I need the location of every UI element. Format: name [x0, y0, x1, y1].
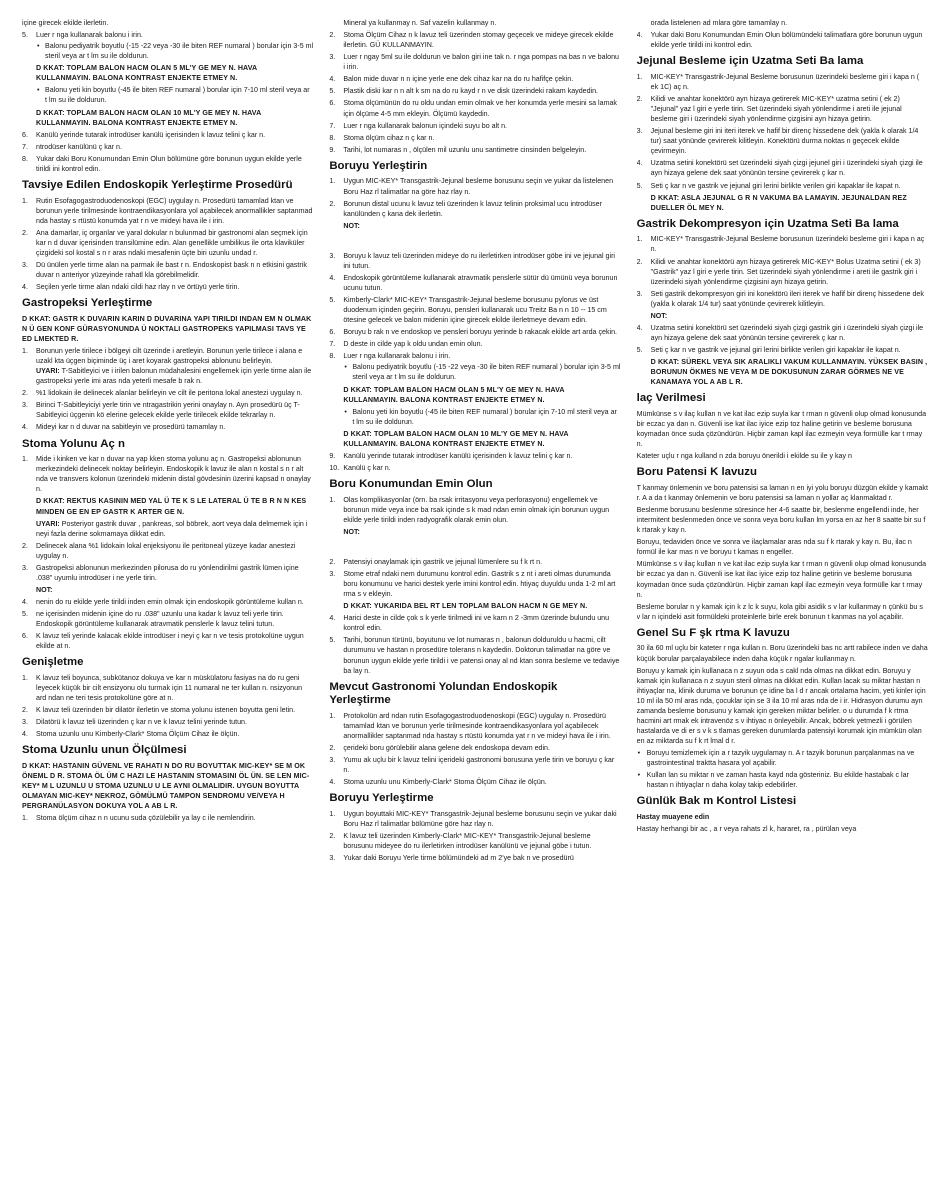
section-heading: Stoma Uzunlu unun Ölçülmesi [22, 744, 187, 757]
numbered-list [22, 196, 313, 293]
list-item: 7. Luer r nga kullanarak balonun içindeki suyu bo alt n. [329, 121, 507, 130]
section-heading: Jejunal Besleme için Uzatma Seti Ba lama [636, 55, 864, 68]
section-heading: Günlük Bak m Kontrol Listesi [636, 795, 797, 808]
paragraph: Boruyu, tedaviden önce ve sonra ve ilaçlamalar aras nda su f k rtarak y kay n. Bu, ilac n formül ile kar mas n ve boruyu t kamas n engeller. [636, 538, 912, 557]
bullet-item: • Kullan lan su miktar n ve zaman hasta kayd nda gösteriniz. Bu ekilde hastabak c lar hastan n ihtiyaçlar n daha kolay takip edebilirler. [637, 770, 928, 790]
list-item: 1. Uygun boyuttaki MIC-KEY* Transgastrik-Jejunal besleme borusunu seçin ve yukar daki Boru Haz rl talimatlar bölümüne göre haz rlay n. [329, 810, 617, 829]
list-item: 3. Dilatörü k lavuz teli üzerinden ç kar n ve k lavuz telini yerinde tutun. [22, 718, 247, 727]
list-item: 2. K lavuz teli üzerinden Kimberly-Clark* MIC-KEY* Transgastrik-Jejunal besleme borusunu mideyee do ru ilerletirken introdüser kanülünü ve jejunal göbe i tutun. [329, 832, 592, 851]
numbered-list [637, 234, 928, 387]
list-item: 5. Kimberly-Clark* MIC-KEY* Transgastrik-Jejunal besleme borusunu pylorus ve üst duodenum içinden geçirin. Boruyu, pensleri kullanarak ucu Treitz Ba n n 10 -- 15 cm ötesine gelecek ve balon midenin içine girecek ekilde ilerletmeye devam edin. [329, 296, 607, 325]
list-item: 1. MIC-KEY* Transgastrik-Jejunal Besleme borusunun üzerindeki besleme giri i kapa n aç n. [636, 235, 925, 254]
warning-text: D KKAT: TOPLAM BALON HACM OLAN 10 ML'Y GE MEY N. HAVA KULLANMAYIN. BALONA KONTRAST ENJEKTE ETMEY N. [36, 108, 262, 127]
list-item: 4. Stoma uzunlu unu Kimberly-Clark* Stoma Ölçüm Cihaz ile ölçün. [22, 730, 240, 739]
list-item: 1. Uygun MIC-KEY* Transgastrik-Jejunal besleme borusunu seçin ve yukar da listelenen Boru Haz rl talimatlar na göre haz rlay n. [329, 177, 614, 196]
bullet-item: • Balonu yeti kin boyutlu (-45 ile biten REF numaral ) borular için 7-10 ml steril veya ar t lm su ile doldurun. [36, 85, 313, 105]
list-item: 8. Luer r nga kullanarak balonu i irin. • Balonu pediyatrik boyutlu (-15 -22 veya -30 ile biten REF numaral ) borular için 3-5 ml steril veya ar t lm su ile doldurun. D KKAT: TOPLAM BALON HACM OLAN 5 ML'Y GE MEY N. HAVA KULLANMAYIN. BALONA KONTRAST ENJEKTE ETMEY N. • Balonu yeti kin boyutlu (-45 ile biten REF numaral ) borular için 7-10 ml steril veya ar t lm su ile doldurun. D KKAT: TOPLAM BALON HACM OLAN 10 ML'Y GE MEY N. HAVA KULLANMAYIN. BALONA KONTRAST ENJEKTE ETMEY N. [329, 351, 620, 449]
list-item: 1. Olas komplikasyonlar (örn. ba rsak irritasyonu veya perforasyonu) engellemek ve borunun mide veya ince ba rsak içinde s k mad ndan emin olmak için borunun uygun ekilde yerle tirildi inden radyografik olarak emin olun. NOT: [329, 495, 620, 555]
numbered-list [637, 30, 928, 50]
numbered-list [22, 30, 313, 174]
list-item: 1. Protokolün ard ndan rutin Esofagogastroduodenoskopi (EGC) uygulay n. Prosedürü tamamlad ktan ve borunun yerle tirilmesinde kontraendikasyonlara yol açabilecek anormallikler saptanmad nda hastay s rtüstü konumda yat r n ve mideyi hava ile i irin. [329, 712, 611, 741]
warning-text: D KKAT: SÜREKL VEYA SIK ARALIKLI VAKUM KULLANMAYIN. YÜKSEK BASIN , BORUNUN ÖKMES NE VEYA M DE DOKUSUNUN ZARAR GÖRMES NE VE KANAMAYA YOL A AB L R. [650, 358, 928, 387]
paragraph: Mümkünse s v ilaç kullan n ve kat ilac ezip suyla kar t rman n güvenli olup olmad konusunda bir eczac ya dan n. Güvenli ise kat ilac iyice ezip toz haline getirin ve besleme borusuna koymadan önce suda çözündürün. Hiçbir zaman kapl ilac ezmeyin veya formülle kar t rmay n. [636, 409, 927, 449]
note-label: NOT: [343, 221, 360, 230]
list-item: 3. Jejunal besleme giri ini iteri iterek ve hafif bir direnç hissedene dek (yakla k olarak 1/4 tur) saat yönünde çevirerek kilitleyin. Konektörü durma noktas n geçecek ekilde çevirmeyin. [636, 127, 919, 156]
note-label: NOT: [36, 585, 53, 594]
list-item: 3. Gastropeksi ablonunun merkezinden pilorusa do ru yönlendirilmi gastrik lümen içine .038" uyumlu introdüser i ne yerle tirin. NOT: [22, 563, 313, 595]
section-heading: Boruyu Yerleştirin [329, 159, 428, 172]
warning-text: D KKAT: ASLA JEJUNAL G R N VAKUMA BA LAMAYIN. JEJUNALDAN REZ DUELLER ÖL MEY N. [650, 193, 907, 212]
bullet-item: • Balonu pediyatrik boyutlu (-15 -22 veya -30 ile biten REF numaral ) borular için 3-5 ml steril veya ar t lm su ile doldurun. [36, 41, 313, 61]
list-item: 2. %1 lidokain ile delinecek alanlar belirleyin ve cilt ile peritona lokal anestezi uygulay n. [22, 389, 303, 398]
list-item: 2. Borunun distal ucunu k lavuz teli üzerinden k lavuz telinin proksimal ucu introdüser kanülünden ç kana dek ilerletin. NOT: [329, 199, 620, 249]
numbered-list [22, 454, 313, 651]
caution-note: UYARI: T-Sabitleyici ve i irilen balonun müdahalesini engellemek için yerle tirme alan ile gastropeksi yerle imi aras nda yeterli mesafe b rak n. [36, 367, 312, 386]
list-item: 3. Stome etraf ndaki nem durumunu kontrol edin. Gastrik s z nt i areti olmas durumunda boru konumunu ve harici destek yerle imini kontrol edin. htiyaç duyuldu unda 1-2 ml art rma s v ekleyin. D KKAT: YUKARIDA BEL RT LEN TOPLAM BALON HACM N GE MEY N. [329, 569, 620, 611]
numbered-list [329, 495, 620, 676]
list-item: 2. Kilidi ve anahtar konektörü ayn hizaya getirerek MIC-KEY* Bolus Uzatma setini ( ek 3) "Gastrik" yaz l giri e yerle tirin. Set üzerindeki siyah yönlendirme i areti ile gastrik giri i üzerindeki siyah yönlendirme çizgisini ayn hizaya getirin. [636, 257, 921, 286]
paragraph: Kateter uçlu r nga kulland n zda boruyu önerildi i ekilde su ile y kay n [636, 452, 852, 461]
list-item: 4. Uzatma setini konektörü set üzerindeki siyah çizgi jejunel giri i üzerindeki siyah çizgi ile ayn hizaya gelene dek saat yönünün tersine çevirerek ç kar n. [636, 159, 923, 178]
paragraph: orada listelenen ad mlara göre tamamlay n. [650, 19, 788, 27]
numbered-list [637, 72, 928, 213]
section-heading: Mevcut Gastronomi Yolundan Endoskopik Yerleştirme [329, 680, 558, 707]
list-item: 2. çerideki boru görülebilir alana gelene dek endoskopa devam edin. [329, 744, 550, 753]
list-item: 4. Endoskopik görüntüleme kullanarak atravmatik penslerle sütür dü ümünü veya borunun ucunu tutun. [329, 273, 618, 292]
paragraph: Hastay herhangi bir ac , a r veya rahats zl k, hararet, ra , pürülan veya [636, 825, 857, 834]
list-item: 4. Mideyi kar n d duvar na sabitleyin ve prosedürü tamamlay n. [22, 423, 226, 432]
numbered-list [329, 711, 620, 787]
list-item: 4. nenin do ru ekilde yerle tirildi inden emin olmak için endoskopik görüntüleme kullan n. [22, 598, 304, 606]
warning-text: D KKAT: TOPLAM BALON HACM OLAN 5 ML'Y GE MEY N. HAVA KULLANMAYIN. BALONA KONTRAST ENJEKTE ETMEY N. [343, 385, 565, 404]
bullet-item: • Balonu pediyatrik boyutlu (-15 -22 veya -30 ile biten REF numaral ) borular için 3-5 ml steril veya ar t lm su ile doldurun. [343, 362, 620, 382]
list-item: 2. Kilidi ve anahtar konektörü ayn hizaya getirerek MIC-KEY* uzatma setini ( ek 2) "Jejunal" yaz l giri e yerle tirin. Set üzerindeki siyah yönlendirme i areti ile jejunal besleme giri i üzerindeki siyah yönlendirme çizgisini ayn hizaya getirin. [636, 95, 902, 124]
list-item: 6. K lavuz teli yerinde kalacak ekilde introdüser i neyi ç kar n ve tesis protokolüne uygun ekilde at n. [22, 632, 304, 651]
list-item: 10. Kanülü ç kar n. [329, 463, 391, 472]
section-heading: Boruyu Yerleştirme [329, 792, 434, 805]
numbered-list [22, 813, 313, 823]
list-item: 4. Harici deste in cilde çok s k yerle tirilmedi ini ve karn n 2 -3mm üzerinde bulundu unu kontrol edin. [329, 614, 610, 633]
list-item: 2. Ana damarlar, iç organlar ve yaral dokular n bulunmad bir gastronomi alan seçmek için kar n d duvar içerisinden transilümine edin. Alan genellikle umbilikus ile orta klaviküler çizgideki sol kostal s n r aras ndaki mesafenin üçte biri uzunlu undad r. [22, 228, 308, 257]
section-heading: Gastrik Dekompresyon için Uzatma Seti Ba lama [636, 217, 899, 230]
list-item: 4. Seçilen yerle tirme alan ndaki cildi haz rlay n ve örtüyü yerle tirin. [22, 283, 240, 292]
note-label: NOT: [343, 527, 360, 536]
list-item: 3. Dü ünülen yerle tirme alan na parmak ile bast r n. Endoskopist bask n n etkisini gastrik duvar n anteriyor yüzeyinde rahatl kla görebilmelidir. [22, 260, 307, 279]
bullet-item: • Boruyu temizlemek için a r tazyik uygulamay n. A r tazyik borunun parçalanmas na ve gastrointestinal traktta hasara yol açabilir. [637, 748, 928, 768]
column-2 [329, 18, 620, 1182]
section-heading: Boru Patensi K lavuzu [636, 466, 757, 479]
list-item: 4. Uzatma setini konektörü set üzerindeki siyah çizgi gastrik giri i üzerindeki siyah çizgi ile ayn hizaya gelene dek saat yönünün tersine çevirerek ç kar n. [636, 323, 924, 342]
list-item: 2. Delinecek alana %1 lidokain lokal enjeksiyonu ile peritoneal yüzeye kadar anestezi uygulay n. [22, 541, 296, 560]
section-heading: Stoma Yolunu Aç n [22, 437, 125, 450]
list-item: 3. Seti gastrik dekompresyon giri ini konektörü ileri iterek ve hafif bir direnç hissedene dek (yakla k olarak 1/4 tur) saat yönünde çevirerek kilitleyin. NOT: [637, 289, 928, 321]
list-item: 4. Yukar daki Boru Konumundan Emin Olun bölümündeki talimatlara göre borunun uygun ekilde yerle tirildi ini kontrol edin. [636, 31, 923, 50]
list-item: 5. Seti ç kar n ve gastrik ve jejunal giri lerini birlikte verilen giri kapaklar ile kapat n. D KKAT: ASLA JEJUNAL G R N VAKUMA BA LAMAYIN. JEJUNALDAN REZ DUELLER ÖL MEY N. [637, 181, 928, 213]
numbered-list [329, 176, 620, 473]
list-item: 3. Boruyu k lavuz teli üzerinden mideye do ru ilerletirken introdüser göbe ini ve jejunal giri ini tutun. [329, 251, 616, 270]
list-item: 5. Tarihi, borunun türünü, boyutunu ve lot numaras n , balonun dolduruldu u hacmi, cilt durumunu ve hastan n prosedüre tolerans n kaydedin. Doktorun talimatlar na göre ve borunun uygun ekilde yerle tirildi i ve patensi onay al nd ktan sonra besleme ve tedaviye ba lay n. [329, 636, 620, 675]
list-item: 3. Yukar daki Boruyu Yerle tirme bölümündeki ad m 2'ye bak n ve prosedürü [329, 854, 574, 863]
section-heading: laç Verilmesi [636, 392, 706, 405]
list-item: 1. Rutin Esofagogastroduodenoskopi (EGC) uygulay n. Prosedürü tamamlad ktan ve borunun yerle tirilmesinde kontraendikasyonlara yol açabilecek anormallikler saptanmad nda hastay s rtüstü konumda yat r n ve mideyi hava ile i irin. [22, 196, 313, 225]
warning-text: D KKAT: TOPLAM BALON HACM OLAN 10 ML'Y GE MEY N. HAVA KULLANMAYIN. BALONA KONTRAST ENJEKTE ETMEY N. [343, 429, 569, 448]
warning-text: D KKAT: REKTUS KASININ MED YAL Ü TE K S LE LATERAL Ü TE B R N N KES MINDEN GE EN EP GASTR K ARTER GE N. [36, 497, 307, 516]
column-3 [637, 18, 928, 1182]
warning-text: D KKAT: YUKARIDA BEL RT LEN TOPLAM BALON HACM N GE MEY N. [343, 602, 588, 611]
list-item: 1. K lavuz teli boyunca, subkütanoz dokuya ve kar n müskülatoru fasiyas na do ru geni leyecek küçük bir cilt ensizyonu olu turmak için 11 numaral ne ter kullan n. nsizyonun ard ndan ne teri tesis protokolüne göre at n. [22, 674, 303, 703]
numbered-list [329, 809, 620, 863]
list-item: 1. Borunun yerle tirilece i bölgeyi cilt üzerinde i aretleyin. Borunun yerle tirilece i alana e uzakl kta üçgen biçiminde üç i aret koyarak gastropeksi ablonunu belirleyin. UYARI: T-Sabitleyici ve i irilen balonun müdahalesini engellemek için yerle tirme alan ile gastropeksi yerle imi aras nda yeterli mesafe b rak n. [22, 346, 313, 386]
section-heading: Genişletme [22, 656, 84, 669]
list-item: 2. K lavuz teli üzerinden bir dilatör ilerletin ve stoma yolunu istenen boyutta geni letin. [22, 706, 296, 715]
list-item: 6. Boruyu b rak n ve endoskop ve pensleri boruyu yerinde b rakacak ekilde art arda çekin. [329, 328, 617, 337]
column-1 [22, 18, 313, 1182]
list-item: 9. Kanülü yerinde tutarak introdüser kanülü içerisinden k lavuz telini ç kar n. [329, 451, 573, 460]
warning-text: D KKAT: TOPLAM BALON HACM OLAN 5 ML'Y GE MEY N. HAVA KULLANMAYIN. BALONA KONTRAST ENJEKTE ETMEY N. [36, 64, 258, 83]
list-item: 7. D deste in cilde yap k oldu undan emin olun. [329, 340, 483, 349]
list-item: 6. Stoma ölçümünün do ru oldu undan emin olmak ve her konumda yerle mesini sa lamak için ölçüme 4-5 mm ekleyin. Ölçümü kaydedin. [329, 99, 617, 118]
list-item: 1. Mide i kinken ve kar n duvar na yap kken stoma yolunu aç n. Gastropeksi ablonunun merkezindeki delinecek noktay belirleyin. Endoskopik k lavuz ile alan n kostal s n r alt nda ve transvers kolonun üzerindeki midenin distal gövdesinin üzerini kapsad n onaylay n. D KKAT: REKTUS KASININ MED YAL Ü TE K S LE LATERAL Ü TE B R N N KES MINDEN GE EN EP GASTR K ARTER GE N. UYARI: Posteriyor gastrik duvar , pankreas, sol böbrek, aort veya dala delmemek için i neyi fazla derine sokmamaya dikkat edin. [22, 454, 313, 539]
subheading: Hastay muayene edin [636, 813, 710, 821]
section-heading: Tavsiye Edilen Endoskopik Yerleştirme Prosedürü [22, 178, 293, 191]
section-heading: Gastropeksi Yerleştirme [22, 297, 153, 310]
list-item: 9. Tarihi, lot numaras n , ölçülen mil uzunlu unu santimetre cinsinden belgeleyin. [329, 145, 587, 154]
list-item: 6. Kanülü yerinde tutarak introdüser kanülü içerisinden k lavuz telini ç kar n. [22, 130, 266, 139]
paragraph: Mümkünse s v ilaç kullan n ve kat ilac ezip suyla kar t rman n güvenli olup olmad konusunda bir eczac ya dan n. Güvenli ise kat ilac iyice ezip toz haline getirin ve besleme borusuna koymadan önce suda çözündürün. Hiçbir zaman kapl ilac ezmeyin veya formülle kar t rmay n. [636, 560, 927, 599]
warning-text: D KKAT: GASTR K DUVARIN KARIN D DUVARINA YAPI TIRILDI INDAN EM N OLMAK N Ü GEN KONF GÜRASYONUNDA Ü NOKTALI GASTROPEKS YAPILMASI TAVS YE ED LMEKTED R. [22, 314, 312, 343]
numbered-list [329, 30, 620, 155]
list-item: 4. Stoma uzunlu unu Kimberly-Clark* Stoma Ölçüm Cihaz ile ölçün. [329, 778, 547, 787]
numbered-list [22, 673, 313, 739]
list-item: 2. Patensiyi onaylamak için gastrik ve jejunal lümenlere su f k rt n. [329, 557, 543, 566]
list-item: 5. Seti ç kar n ve gastrik ve jejunal giri lerini birlikte verilen giri kapaklar ile kapat n. D KKAT: SÜREKL VEYA SIK ARALIKLI VAKUM KULLANMAYIN. YÜKSEK BASIN , BORUNUN ÖKMES NE VEYA M DE DOKUSUNUN ZARAR GÖRMES NE VE KANAMAYA YOL A AB L R. [636, 346, 928, 387]
document-page [22, 18, 928, 1182]
list-item: 7. ntrodüser kanülünü ç kar n. [22, 142, 122, 151]
paragraph: Boruyu y kamak için kullanaca n z suyun oda s cakl nda olmas na dikkat edin. Boruyu y kamak için kullanaca n z suyun steril olmas na dikkat edin. Kullan lacak su miktar hastan n ihtiyaçlar na, klinik duruma ve borunun çe idine ba l d r ancak ortalama hacim, yeti kinler için 10 ml ila 50 ml aras nda, çocuklar için se 3 ila 10 ml aras nda de i ir. Hidrasyon durumu ayn zamanda besleme borusunu y kamak için gereken miktar belirler. o u durumda f k rtma hacmini art rmak ek intravenöz s v ihtiyac n önleyebilir. Ancak, böbrek yetmezli i görülen hastalarda ve di er s v k s tlamas gereken durumlarda patensiyi korumak için mümkün olan en az miktarda su f k rt lmal d r. [636, 666, 926, 745]
section-heading: Boru Konumundan Emin Olun [329, 478, 493, 490]
list-item: 5. Plastik diski kar n n alt k sm na do ru kayd r n ve disk üzerindeki rakam kaydedin. [329, 87, 599, 96]
list-item: 2. Stoma Ölçüm Cihaz n k lavuz teli üzerinden stomay geçecek ve mideye girecek ekilde ilerletin. GÜ KULLANMAYIN. [329, 31, 614, 50]
list-item: 3. Yumu ak uçlu bir k lavuz telini içerideki gastronomi borusuna yerle tirin ve boruyu ç kar n. [329, 756, 615, 775]
list-item: 1. MIC-KEY* Transgastrik-Jejunal Besleme borusunun üzerindeki besleme giri i kapa n ( ek 1C) aç n. [636, 72, 920, 91]
bullet-item: • Balonu yeti kin boyutlu (-45 ile biten REF numaral ) borular için 7-10 ml steril veya ar t lm su ile doldurun. [343, 407, 620, 427]
paragraph: Mineral ya kullanmay n. Saf vazelin kullanmay n. [343, 19, 497, 27]
caution-note: UYARI: Posteriyor gastrik duvar , pankreas, sol böbrek, aort veya dala delmemek için i neyi fazla derine sokmamaya dikkat edin. [36, 519, 308, 538]
paragraph: Beslenme borusunu beslenme süresince her 4-6 saatte bir, beslenme engellendi inde, her intermitent beslenmeden önce ve sonra veya boru kullan lm yorsa en az her 8 saatte bir su f k rtarak y kay n. [636, 506, 926, 535]
list-item: 8. Yukar daki Boru Konumundan Emin Olun bölümüne göre borunun uygun ekilde yerle tirildi ini kontrol edin. [22, 154, 302, 173]
list-item: 3. Luer r ngay 5ml su ile doldurun ve balon giri ine tak n. r nga pompas na bas n ve balonu i irin. [329, 53, 619, 72]
list-item: 1. Stoma ölçüm cihaz n n ucunu suda çözülebilir ya lay c ile nemlendirin. [22, 814, 256, 823]
list-item: 4. Balon mide duvar n n içine yerle ene dek cihaz kar na do ru hafifçe çekin. [329, 75, 574, 84]
note-label: NOT: [650, 311, 668, 320]
paragraph: T kanmay önlemenin ve boru patensisi sa laman n en iyi yolu boruyu düzgün ekilde y kamakt r. A a da t kanmay önlemenin ve boru patensisi sa laman n yollar aç klanmaktad r. [636, 483, 928, 502]
warning-text: D KKAT: HASTANIN GÜVENL VE RAHATI N DO RU BOYUTTAK MIC-KEY* SE M OK ÖNEML D R. STOMA ÖL ÜM C HAZI LE HASTANIN STOMASINI ÖL ÜN. SE LEN MIC-KEY* M L UZUNLU U STOMA UZUNLU U LE AYNI OLMALIDIR. UYGUN BOYUTTA OLMAYAN MIC-KEY* NEKROZ, GÖMÜLMÜ TAMPON SENDROMU VE/VEYA H PERGRANÜLASYON DOKUYA YOL A AB L R. [22, 762, 310, 811]
section-heading: Genel Su F şk rtma K lavuzu [636, 626, 790, 639]
list-item: 8. Stoma ölçüm cihaz n ç kar n. [329, 133, 435, 142]
list-item: 3. Birinci T-Sabitleyiciyi yerle tirin ve ntragastrikin yerini onaylay n. Ayn prosedürü üç T-Sabitleyici üçgenin kö elerine gelecek ekilde yerle tirilecek ekilde tekrarlay n. [22, 401, 300, 420]
list-item: 5. Luer r nga kullanarak balonu i irin. • Balonu pediyatrik boyutlu (-15 -22 veya -30 ile biten REF numaral ) borular için 3-5 ml steril veya ar t lm su ile doldurun. D KKAT: TOPLAM BALON HACM OLAN 5 ML'Y GE MEY N. HAVA KULLANMAYIN. BALONA KONTRAST ENJEKTE ETMEY N. • Balonu yeti kin boyutlu (-45 ile biten REF numaral ) borular için 7-10 ml steril veya ar t lm su ile doldurun. D KKAT: TOPLAM BALON HACM OLAN 10 ML'Y GE MEY N. HAVA KULLANMAYIN. BALONA KONTRAST ENJEKTE ETMEY N. [22, 30, 313, 128]
paragraph: Besleme borular n y kamak için k z lc k suyu, kola gibi asidik s v lar kullanmay n çünkü bu s v lar n içindeki asit formüldeki proteinlerle birle erek borunun t kanmas na yol açabilir. [636, 602, 923, 621]
paragraph: 30 ila 60 ml uçlu bir kateter r nga kullan n. Boru üzerindeki bas nc artt rabilece inden ve daha küçük borular parçalayabilece inden daha küçük r ngalar kullanmay n. [636, 644, 928, 663]
paragraph: içine girecek ekilde ilerletin. [22, 19, 109, 27]
numbered-list [22, 346, 313, 433]
list-item: 5. ne içerisinden midenin içine do ru .038" uzunlu una kadar k lavuz teli yerle tirin. Endoskopik görüntüleme kullanarak atravmatik penslerle k lavuz telini tutun. [22, 610, 284, 629]
